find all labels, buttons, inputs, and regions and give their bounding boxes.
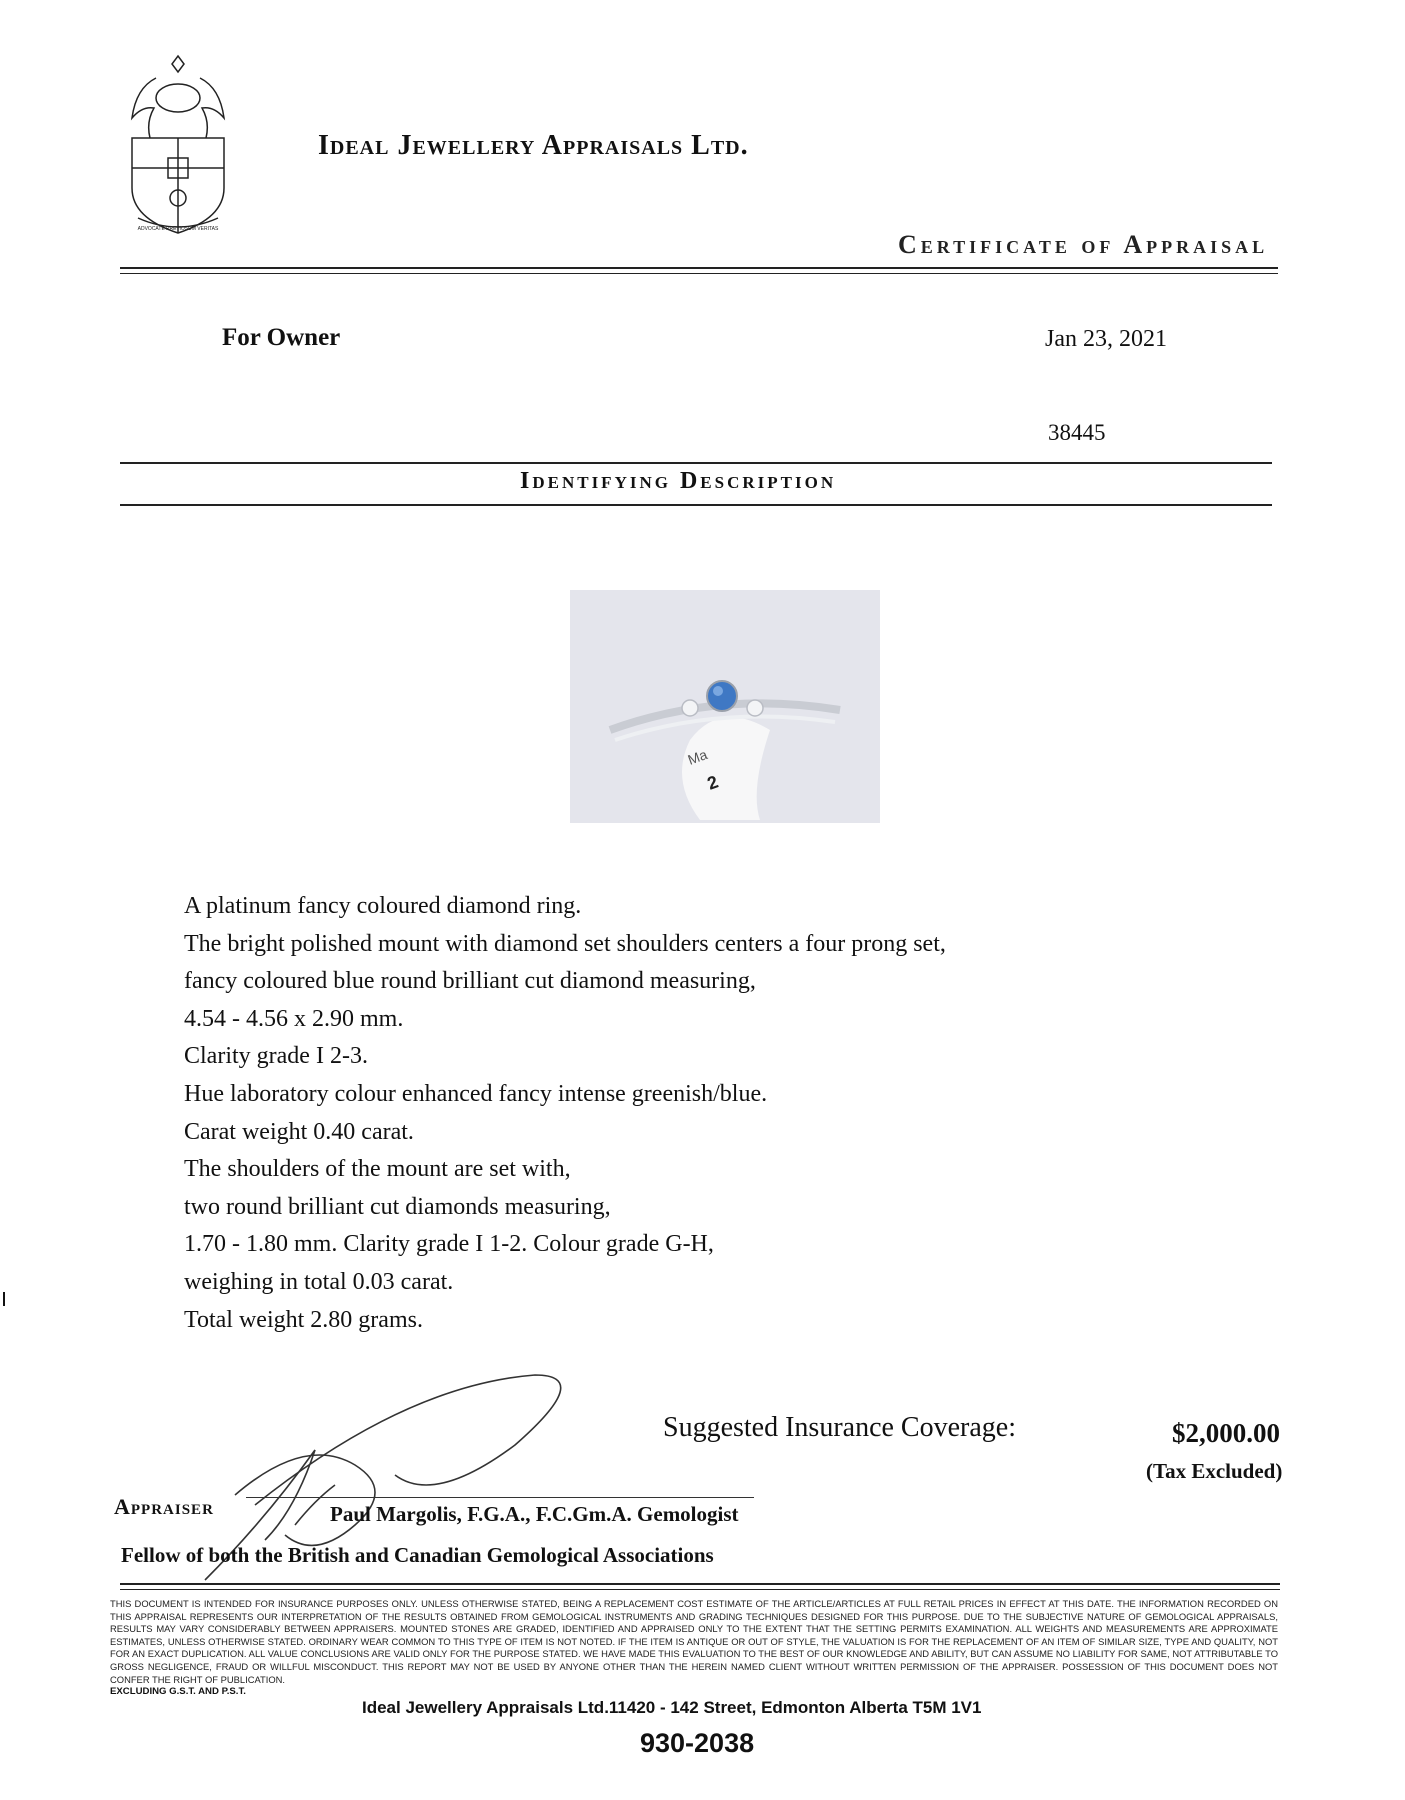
scan-edge-mark bbox=[3, 1292, 5, 1306]
document-title: Certificate of Appraisal bbox=[898, 230, 1269, 259]
appraisal-date: Jan 23, 2021 bbox=[1045, 326, 1167, 352]
description-line: 4.54 - 4.56 x 2.90 mm. bbox=[184, 1005, 404, 1032]
header-divider-thin bbox=[120, 273, 1278, 274]
footer-divider bbox=[120, 1583, 1280, 1585]
company-address: Ideal Jewellery Appraisals Ltd.11420 - 142 Street, Edmonton Alberta T5M 1V1 bbox=[362, 1698, 982, 1717]
insurance-tax-note: (Tax Excluded) bbox=[1146, 1459, 1283, 1483]
appraiser-fellowship: Fellow of both the British and Canadian Gemological Associations bbox=[121, 1543, 714, 1567]
ring-photo bbox=[570, 590, 880, 823]
description-line: Carat weight 0.40 carat. bbox=[184, 1118, 414, 1145]
recipient-label: For Owner bbox=[222, 324, 341, 351]
section-title: Identifying Description bbox=[520, 468, 837, 494]
appraiser-label: Appraiser bbox=[114, 1494, 214, 1519]
appraiser-name: Paul Margolis, F.G.A., F.C.Gm.A. Gemologist bbox=[330, 1502, 739, 1526]
tax-exclusion-note: EXCLUDING G.S.T. AND P.S.T. bbox=[110, 1686, 246, 1697]
description-line: two round brilliant cut diamonds measuring, bbox=[184, 1193, 611, 1220]
insurance-label: Suggested Insurance Coverage: bbox=[663, 1412, 1016, 1443]
footer-divider-thin bbox=[120, 1589, 1280, 1590]
description-line: fancy coloured blue round brilliant cut diamond measuring, bbox=[184, 968, 756, 995]
description-line: Total weight 2.80 grams. bbox=[184, 1306, 423, 1333]
description-line: Clarity grade I 2-3. bbox=[184, 1043, 368, 1070]
description-line: 1.70 - 1.80 mm. Clarity grade I 1-2. Colour grade G-H, bbox=[184, 1231, 714, 1258]
reference-number: 38445 bbox=[1048, 420, 1106, 445]
section-divider-top bbox=[120, 462, 1272, 464]
insurance-value: $2,000.00 bbox=[1172, 1418, 1280, 1448]
item-description bbox=[184, 888, 946, 1339]
svg-text:2: 2 bbox=[704, 771, 721, 794]
description-line: weighing in total 0.03 carat. bbox=[184, 1268, 454, 1295]
disclaimer-text: THIS DOCUMENT IS INTENDED FOR INSURANCE PURPOSES ONLY. UNLESS OTHERWISE STATED, BEING A REPLACEMENT COST ESTIMATE OF THE ARTICLE/ARTICLES AT FULL RETAIL PRICES IN EFFECT AT THIS DATE. THE INFORMATION RECORDED ON THIS APPRAISAL REPRESENTS OUR INTERPRETATION OF THE RESULTS OBTAINED FROM GEMOLOGICAL INSTRUMENTS AND GRADING TECHNIQUES DESIGNED FOR THIS PURPOSE. DUE TO THE SUBJECTIVE NATURE OF GEMOLOGICAL APPRAISALS, RESULTS MAY VARY CONSIDERABLY BETWEEN APPRAISERS. MOUNTED STONES ARE GRADED, IDENTIFIED AND APPRAISED ONLY TO THE EXTENT THAT THE SETTING PERMITS EXAMINATION. ALL WEIGHTS AND MEASUREMENTS ARE APPROXIMATE ESTIMATES, UNLESS OTHERWISE STATED. ORDINARY WEAR COMMON TO THIS TYPE OF ITEM IS NOT NOTED. IF THE ITEM IS ANTIQUE OR OUT OF STYLE, THE VALUATION IS FOR THE REPLACEMENT OF AN ITEM OF SIMILAR SIZE, TYPE AND QUALITY, NOT FOR AN EXACT DUPLICATION. ALL VALUE CONCLUSIONS ARE VALID ONLY FOR THE PURPOSE STATED. WE HAVE MADE THIS EVALUATION TO THE BEST OF OUR KNOWLEDGE AND ABILITY, BUT CAN ASSUME NO LIABILITY FOR SAME, NOT ATTRIBUTABLE TO GROSS NEGLIGENCE, FRAUD OR WILLFUL MISCONDUCT. THIS REPORT MAY NOT BE USED BY ANYONE OTHER THAN THE HEREIN NAMED CLIENT WITHOUT WRITTEN PERMISSION OF THE APPRAISER. POSSESSION OF THIS DOCUMENT DOES NOT CONFER THE RIGHT OF PUBLICATION. bbox=[110, 1598, 1278, 1685]
description-line: The shoulders of the mount are set with, bbox=[184, 1156, 571, 1183]
section-divider-bottom bbox=[120, 504, 1272, 506]
description-line: Hue laboratory colour enhanced fancy intense greenish/blue. bbox=[184, 1080, 768, 1107]
crest-motto: ADVOCATE PRETIOSUM VERITAS bbox=[137, 226, 219, 232]
svg-text:Ma: Ma bbox=[685, 746, 710, 768]
company-name: Ideal Jewellery Appraisals Ltd. bbox=[318, 130, 749, 161]
company-phone: 930-2038 bbox=[640, 1728, 755, 1758]
signature-line bbox=[246, 1497, 754, 1498]
company-crest-logo bbox=[118, 48, 238, 238]
description-line: A platinum fancy coloured diamond ring. bbox=[184, 893, 582, 919]
header-divider bbox=[120, 267, 1278, 269]
description-line: The bright polished mount with diamond set shoulders centers a four prong set, bbox=[184, 930, 946, 957]
